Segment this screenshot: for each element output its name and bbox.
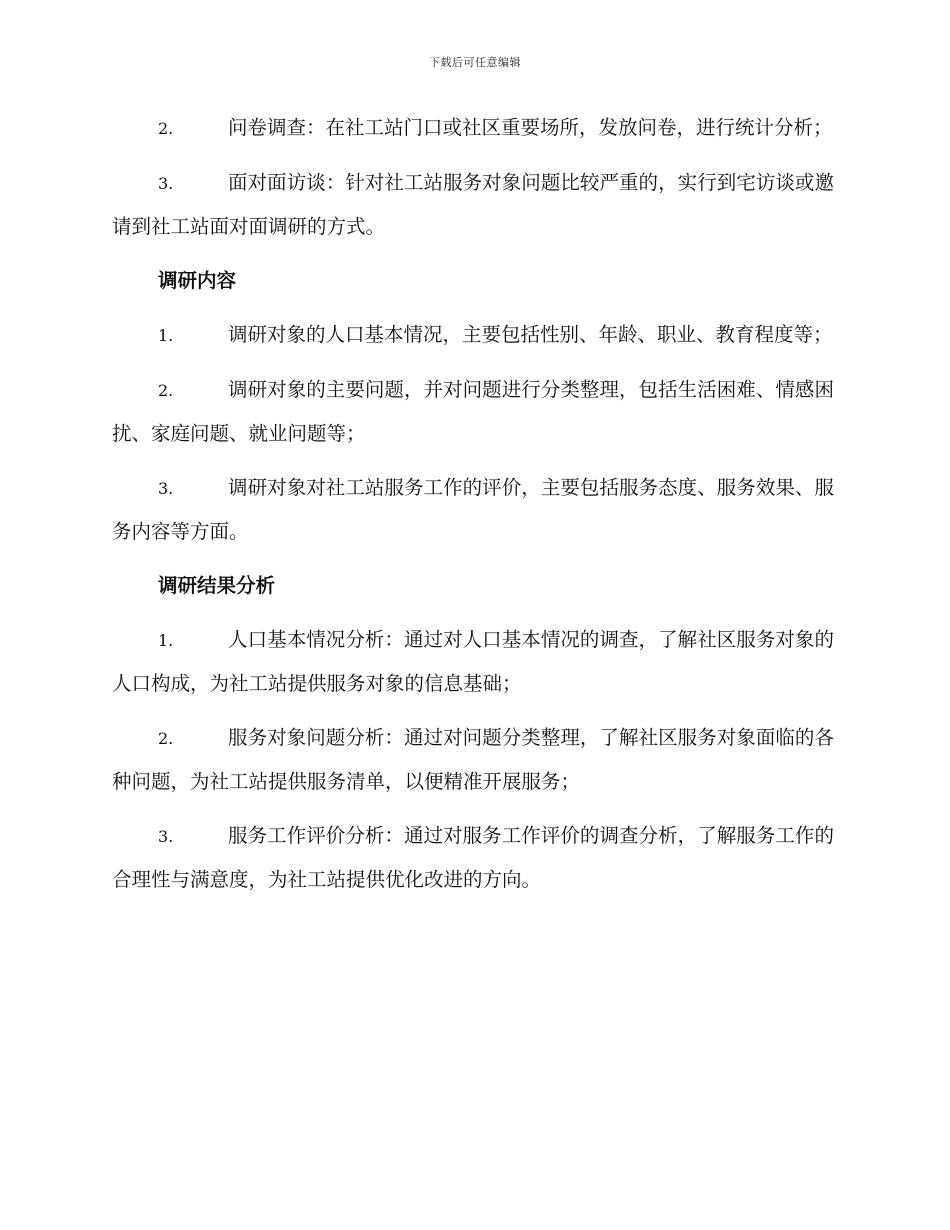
list-item bbox=[112, 106, 834, 150]
list-item-text: 调研对象的人口基本情况，主要包括性别、年龄、职业、教育程度等； bbox=[228, 323, 833, 346]
section-heading: 调研结果分析 bbox=[158, 574, 276, 597]
document-body bbox=[112, 106, 834, 912]
section-heading: 调研内容 bbox=[158, 269, 237, 292]
page-header: 下载后可任意编辑 bbox=[429, 56, 521, 69]
list-item bbox=[112, 618, 834, 705]
list-item-number: 2. bbox=[158, 119, 174, 138]
list-item bbox=[112, 313, 834, 357]
list-item-text: 服务对象问题分析：通过对问题分类整理，了解社区服务对象面临的各种问题，为社工站提供服务清单，以便精准开展服务； bbox=[112, 726, 834, 793]
list-item-number: 3. bbox=[158, 827, 174, 846]
list-item-number: 2. bbox=[158, 729, 174, 748]
list-item-number: 3. bbox=[158, 479, 174, 498]
list-item-text: 问卷调查：在社工站门口或社区重要场所，发放问卷，进行统计分析； bbox=[228, 116, 833, 139]
list-item bbox=[112, 716, 834, 803]
list-item-number: 3. bbox=[158, 174, 174, 193]
list-item bbox=[112, 466, 834, 553]
list-item-text: 服务工作评价分析：通过对服务工作评价的调查分析，了解服务工作的合理性与满意度，为社工站提供优化改进的方向。 bbox=[112, 824, 834, 891]
list-item-number: 1. bbox=[158, 631, 174, 650]
list-item bbox=[112, 161, 834, 248]
list-item-text: 面对面访谈：针对社工站服务对象问题比较严重的，实行到宅访谈或邀请到社工站面对面调研的方式。 bbox=[112, 171, 834, 238]
list-item-number: 1. bbox=[158, 326, 174, 345]
list-item-text: 人口基本情况分析：通过对人口基本情况的调查，了解社区服务对象的人口构成，为社工站提供服务对象的信息基础； bbox=[112, 628, 834, 695]
list-item bbox=[112, 814, 834, 901]
list-item-text: 调研对象的主要问题，并对问题进行分类整理，包括生活困难、情感困扰、家庭问题、就业问题等； bbox=[112, 378, 834, 445]
list-item bbox=[112, 368, 834, 455]
list-item-text: 调研对象对社工站服务工作的评价，主要包括服务态度、服务效果、服务内容等方面。 bbox=[112, 476, 834, 543]
list-item-number: 2. bbox=[158, 381, 174, 400]
